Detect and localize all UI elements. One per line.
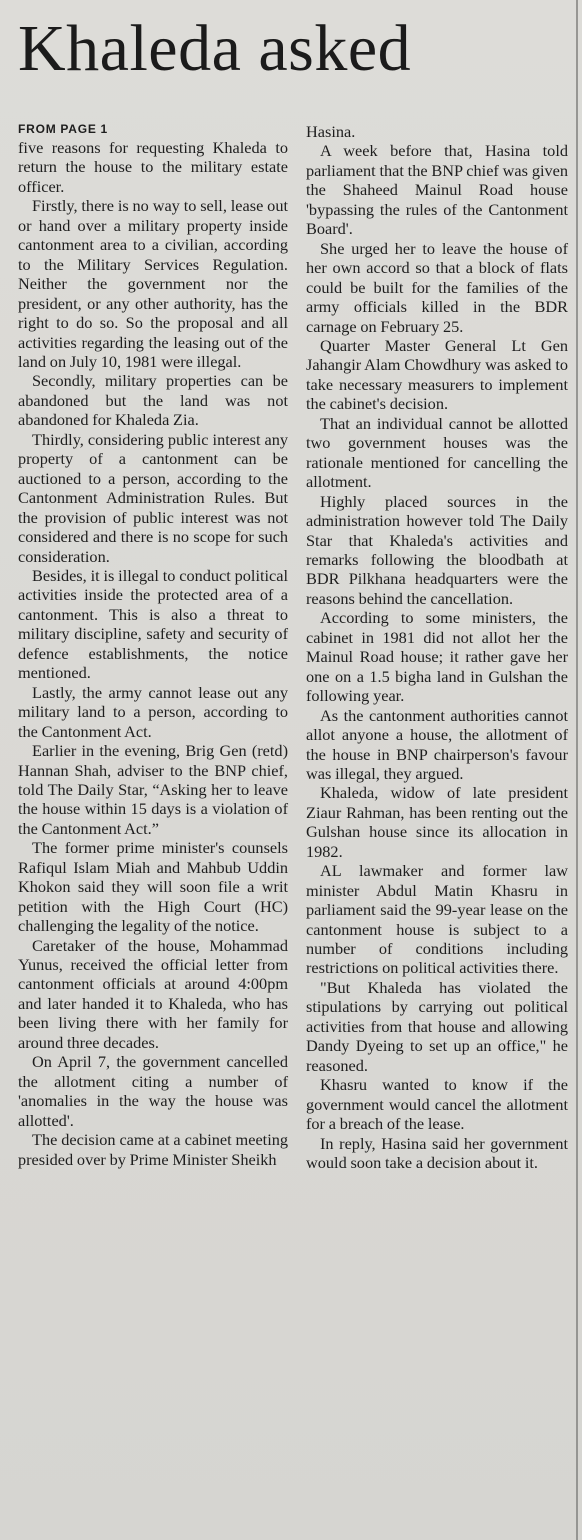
article-paragraph: Firstly, there is no way to sell, lease out or hand over a military property inside cantonment area to a civilian, according to the Military Services Regulation. Neither the government nor the president, or any other authority, has the right to do so. So the proposal and all activities regarding the leasing out of the land on July 10, 1981 were illegal. <box>18 196 288 371</box>
article-paragraph: Earlier in the evening, Brig Gen (retd) Hannan Shah, adviser to the BNP chief, told The Daily Star, “Asking her to leave the house within 15 days is a violation of the Cantonment Act.” <box>18 741 288 838</box>
article-paragraph: That an individual cannot be allotted two government houses was the rationale mentioned for cancelling the allotment. <box>306 413 568 492</box>
article-paragraph: In reply, Hasina said her government would soon take a decision about it. <box>306 1133 568 1173</box>
article-paragraph: Thirdly, considering public interest any property of a cantonment can be auctioned to a person, according to the Cantonment Administration Rules. But the provision of public interest was not considered and there is no scope for such consideration. <box>18 429 288 566</box>
article-paragraph: Lastly, the army cannot lease out any military land to a person, according to the Cantonment Act. <box>18 682 288 741</box>
article-paragraph: A week before that, Hasina told parliament that the BNP chief was given the Shaheed Mainul Road house 'bypassing the rules of the Cantonment Board'. <box>306 141 568 239</box>
article-column-left <box>18 122 288 1169</box>
article-paragraph: Caretaker of the house, Mohammad Yunus, received the official letter from cantonment officials at around 4:00pm and later handed it to Khaleda, who has been living there with her family for around three decades. <box>18 935 288 1052</box>
article-headline: Khaleda asked <box>18 12 412 85</box>
article-paragraph: She urged her to leave the house of her own accord so that a block of flats could be built for the families of the army officials killed in the BDR carnage on February 25. <box>306 238 568 336</box>
article-paragraph: Khaleda, widow of late president Ziaur Rahman, has been renting out the Gulshan house since its allocation in 1982. <box>306 783 568 861</box>
article-paragraph: The decision came at a cabinet meeting presided over by Prime Minister Sheikh <box>18 1130 288 1169</box>
article-paragraph: "But Khaleda has violated the stipulations by carrying out political activities from that house and allowing Dandy Dyeing to set up an office," he reasoned. <box>306 977 568 1075</box>
article-paragraph: Khasru wanted to know if the government would cancel the allotment for a breach of the lease. <box>306 1075 568 1134</box>
column-rule <box>576 0 578 1540</box>
article-paragraph: The former prime minister's counsels Rafiqul Islam Miah and Mahbub Uddin Khokon said they will soon file a writ petition with the High Court (HC) challenging the legality of the notice. <box>18 838 288 936</box>
article-paragraph: As the cantonment authorities cannot allot anyone a house, the allotment of the house in BNP chairperson's favour was illegal, they argued. <box>306 705 568 783</box>
article-paragraph: AL lawmaker and former law minister Abdul Matin Khasru in parliament said the 99-year lease on the cantonment house is subject to a number of conditions including restrictions on political activities there. <box>306 861 568 978</box>
article-paragraph: five reasons for requesting Khaleda to return the house to the military estate officer. <box>18 138 288 196</box>
article-paragraph: Highly placed sources in the administration however told The Daily Star that Khaleda's activities and remarks following the bloodbath at BDR Pilkhana headquarters were the reasons behind the cancellation. <box>306 491 568 608</box>
kicker-label: FROM PAGE 1 <box>18 122 108 136</box>
article-paragraph: Hasina. <box>306 122 356 141</box>
article-paragraph: Secondly, military properties can be abandoned but the land was not abandoned for Khaleda Zia. <box>18 371 288 430</box>
article-column-right <box>306 122 568 1172</box>
article-paragraph: Quarter Master General Lt Gen Jahangir Alam Chowdhury was asked to take necessary measurers to implement the cabinet's decision. <box>306 335 568 414</box>
article-paragraph: On April 7, the government cancelled the allotment citing a number of 'anomalies in the way the house was allotted'. <box>18 1052 288 1130</box>
article-paragraph: According to some ministers, the cabinet in 1981 did not allot her the Mainul Road house; it rather gave her one on a 1.5 bigha land in Gulshan the following year. <box>306 608 568 706</box>
article-paragraph: Besides, it is illegal to conduct political activities inside the protected area of a cantonment. This is also a threat to military discipline, safety and security of defence establishments, the notice mentioned. <box>18 565 288 683</box>
